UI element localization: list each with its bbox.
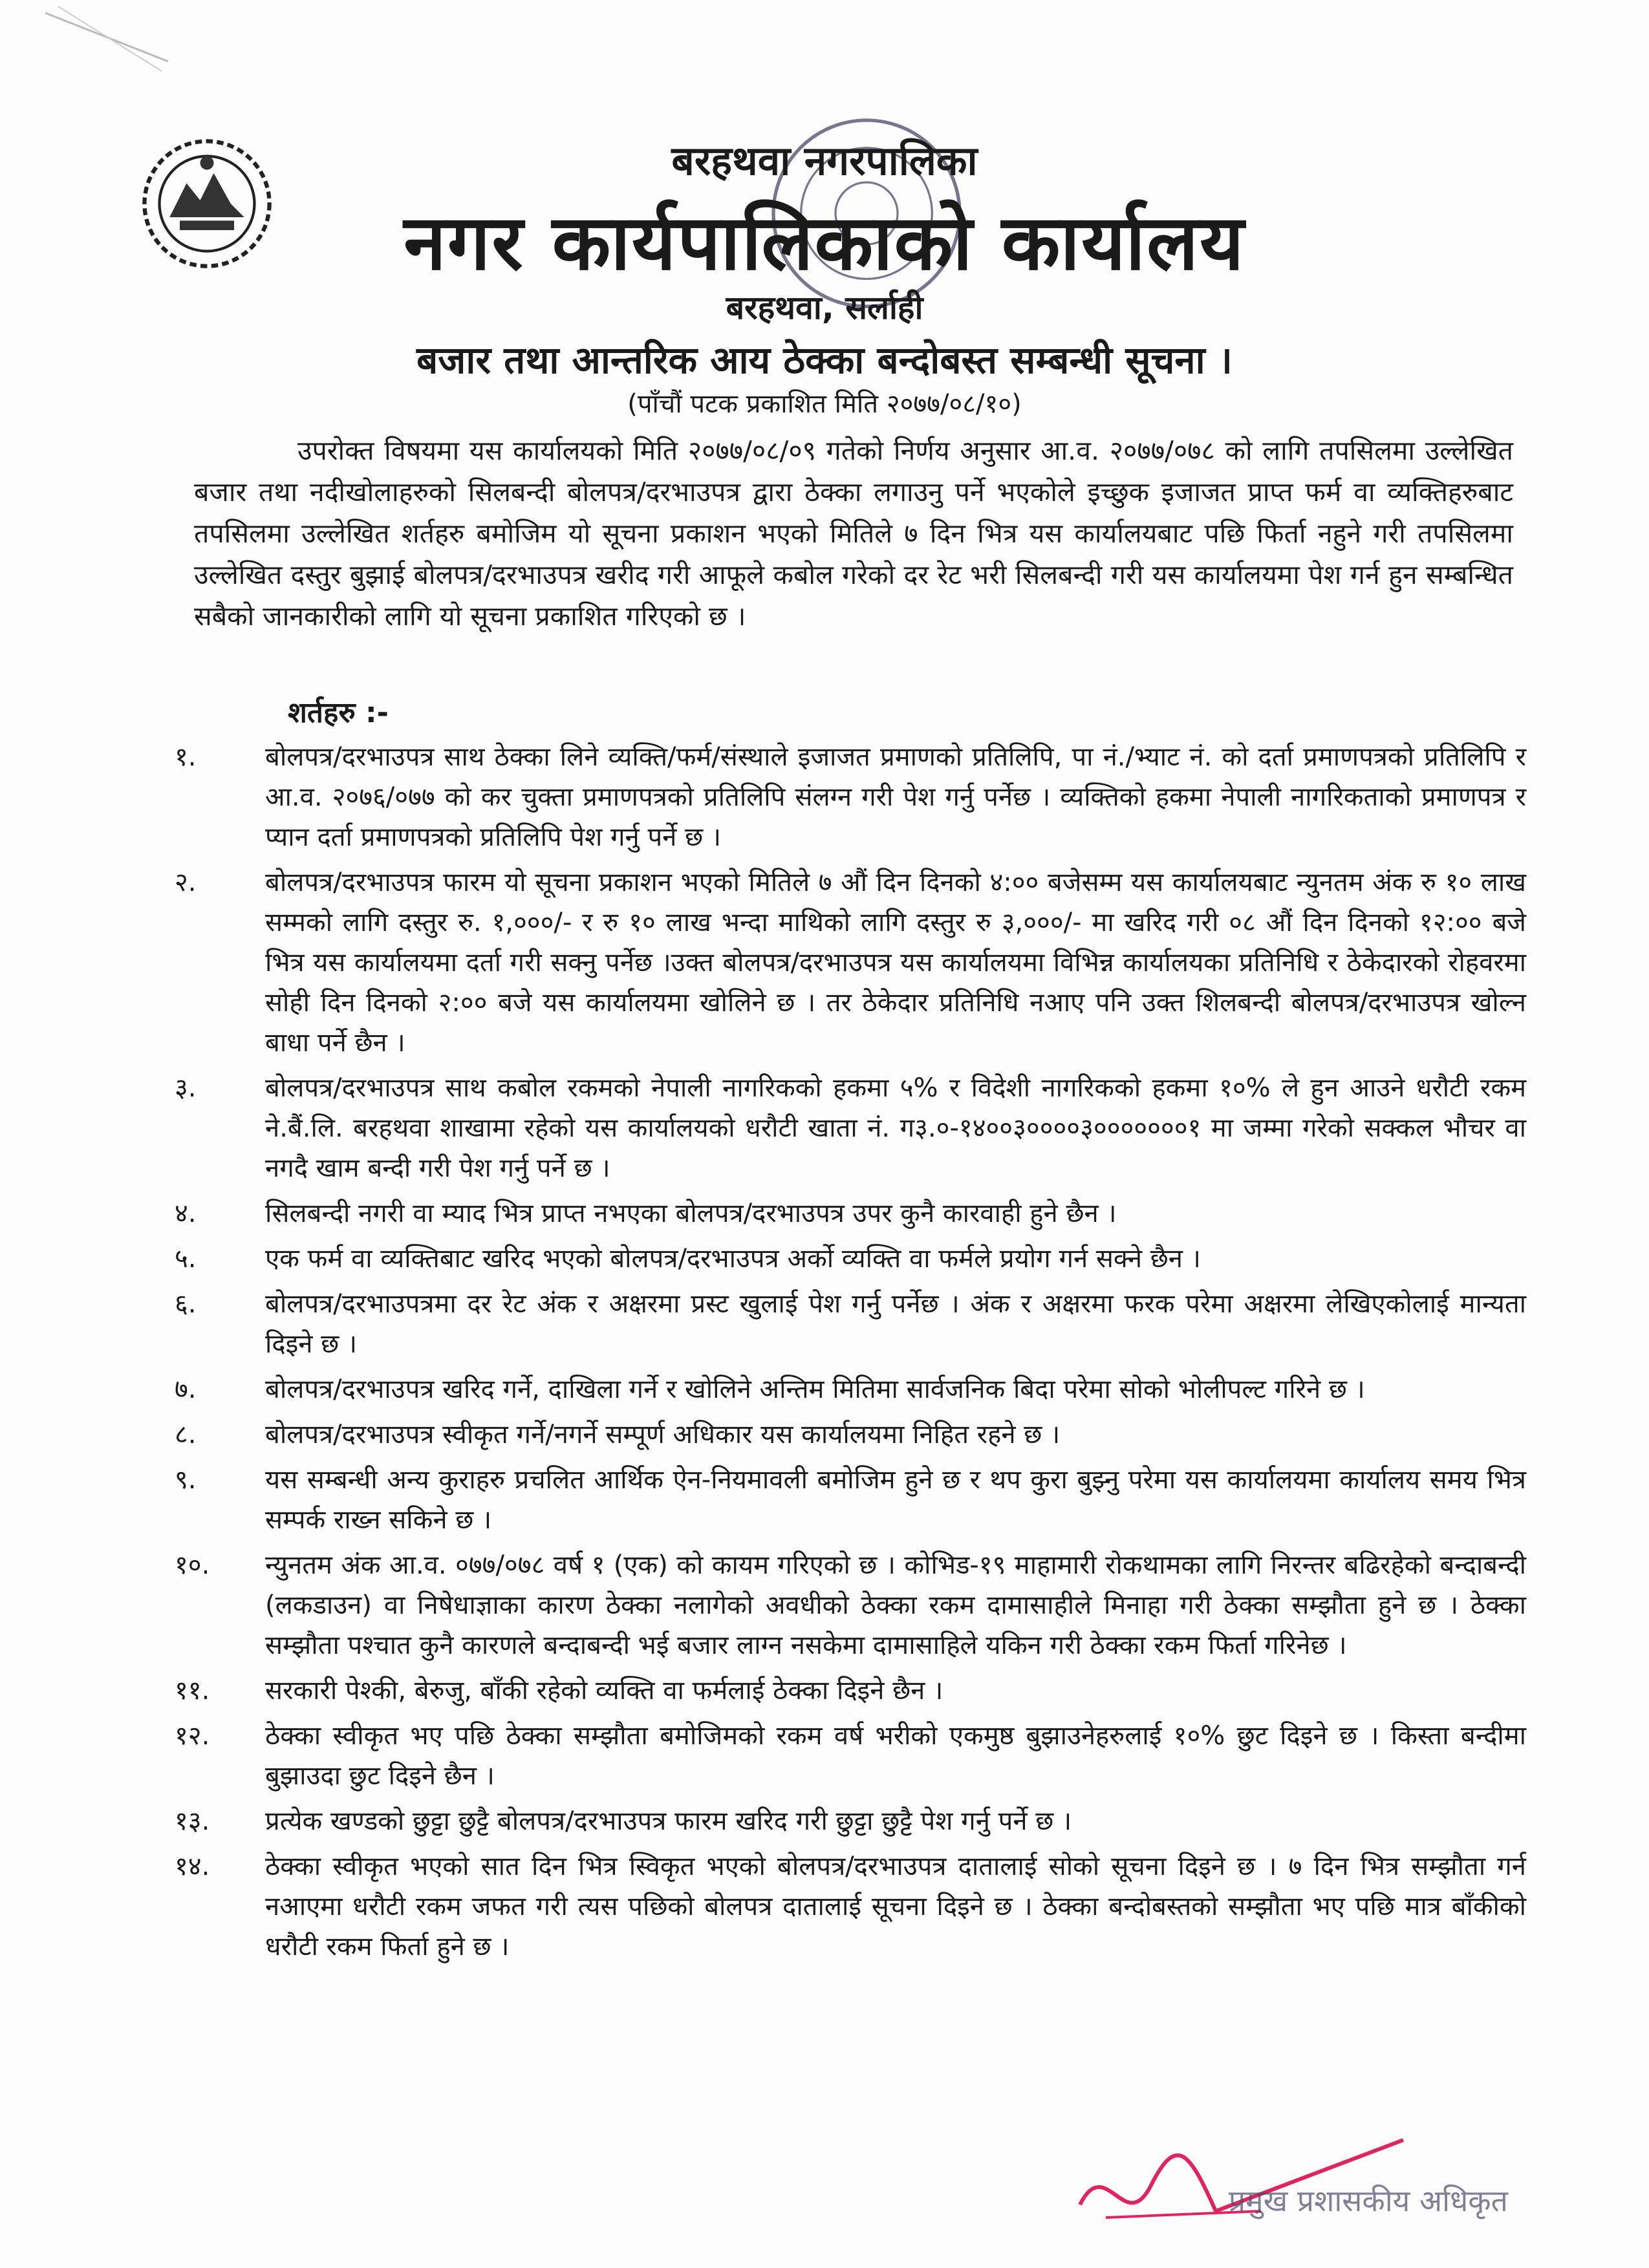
condition-number: १४. <box>175 1852 210 1881</box>
intro-paragraph: उपरोक्त विषयमा यस कार्यालयको मिति २०७७/०८/०९ गतेको निर्णय अनुसार आ.व. २०७७/०७८ को लागि तपसिलमा उल्लेखित बजार तथा नदीखोलाहरुको सिलबन्दी बोलपत्र/दरभाउपत्र द्वारा ठेक्का लगाउनु पर्ने भएकोले इच्छुक इजाजत प्राप्त फर्म वा व्यक्तिहरुबाट तपसिलमा उल्लेखित शर्तहरु बमोजिम यो सूचना प्रकाशन भएको मितिले ७ दिन भित्र यस कार्यालयबाट पछि फिर्ता नहुने गरी तपसिलमा उल्लेखित दस्तुर बुझाई बोलपत्र/दरभाउपत्र खरीद गरी आफूले कबोल गरेको दर रेट भरी सिलबन्दी गरी यस कार्यालयमा पेश गर्न हुन सम्बन्धित सबैको जानकारीको लागि यो सूचना प्रकाशित गरिएको छ । <box>194 435 1513 632</box>
condition-number: ४. <box>175 1199 197 1228</box>
condition-text: सरकारी पेश्की, बेरुजु, बाँकी रहेको व्यक्ति वा फर्मलाई ठेक्का दिइने छैन । <box>265 1676 943 1706</box>
condition-item <box>155 1239 1526 1279</box>
condition-text: प्रत्येक खण्डको छुट्टा छुट्टै बोलपत्र/दरभाउपत्र फारम खरिद गरी छुट्टा छुट्टै पेश गर्नु पर्ने छ । <box>265 1806 1072 1836</box>
condition-item <box>155 737 1526 857</box>
condition-text: एक फर्म वा व्यक्तिबाट खरिद भएको बोलपत्र/दरभाउपत्र अर्को व्यक्ति वा फर्मले प्रयोग गर्न सक्ने छैन । <box>265 1244 1201 1274</box>
condition-text: बोलपत्र/दरभाउपत्र फारम यो सूचना प्रकाशन भएको मितिले ७ औं दिन दिनको ४:०० बजेसम्म यस कार्यालयबाट न्युनतम अंक रु १० लाख सम्मको लागि दस्तुर रु. १,०००/- र रु १० लाख भन्दा माथिको लागि दस्तुर रु ३,०००/- मा खरिद गरी ०८ औं दिन दिनको १२:०० बजे भित्र यस कार्यालयमा दर्ता गरी सक्नु पर्नेछ ।उक्त बोलपत्र/दरभाउपत्र यस कार्यालयमा विभिन्न कार्यालयका प्रतिनिधि र ठेकेदारको रोहवरमा सोही दिन दिनको २:०० बजे यस कार्यालयमा खोलिने छ । तर ठेकेदार प्रतिनिधि नआए पनि उक्त शिलबन्दी बोलपत्र/दरभाउपत्र खोल्न बाधा पर्ने छैन । <box>265 868 1526 1058</box>
condition-number: १२. <box>175 1721 210 1751</box>
condition-text: बोलपत्र/दरभाउपत्र स्वीकृत गर्ने/नगर्ने सम्पूर्ण अधिकार यस कार्यालयमा निहित रहने छ । <box>265 1420 1061 1450</box>
conditions-heading: शर्तहरु :- <box>288 696 389 729</box>
condition-item <box>155 1284 1526 1364</box>
condition-number: ७. <box>175 1375 197 1404</box>
condition-text: बोलपत्र/दरभाउपत्र खरिद गर्ने, दाखिला गर्ने र खोलिने अन्तिम मितिमा सार्वजनिक बिदा परेमा सोको भोलीपल्ट गरिने छ । <box>265 1375 1365 1404</box>
condition-item <box>155 1846 1526 1967</box>
condition-number: २. <box>175 868 197 897</box>
condition-number: ५. <box>175 1244 197 1274</box>
condition-item <box>155 1068 1526 1188</box>
condition-number: १. <box>175 742 197 772</box>
condition-number: १३. <box>175 1806 210 1836</box>
condition-text: यस सम्बन्धी अन्य कुराहरु प्रचलित आर्थिक ऐन-नियमावली बमोजिम हुने छ र थप कुरा बुझ्नु परेमा यस कार्यालयमा कार्यालय समय भित्र सम्पर्क राख्न सकिने छ । <box>265 1465 1526 1535</box>
condition-number: १०. <box>175 1550 210 1580</box>
condition-item <box>155 1369 1526 1409</box>
condition-number: ६. <box>175 1289 197 1319</box>
condition-item <box>155 1545 1526 1665</box>
condition-text: न्युनतम अंक आ.व. ०७७/०७८ वर्ष १ (एक) को कायम गरिएको छ । कोभिड-१९ माहामारी रोकथामका लागि निरन्तर बढिरहेको बन्दाबन्दी (लकडाउन) वा निषेधाज्ञाका कारण ठेक्का नलागेको अवधीको ठेक्का रकम दामासाहीले मिनाहा गरी ठेक्का सम्झौता हुने छ । ठेक्का सम्झौता पश्चात कुनै कारणले बन्दाबन्दी भई बजार लाग्न नसकेमा दामासाहिले यकिन गरी ठेक्का रकम फिर्ता गरिनेछ । <box>265 1550 1526 1660</box>
condition-item <box>155 1193 1526 1234</box>
condition-item <box>155 1415 1526 1455</box>
staple-mark <box>19 0 188 84</box>
office-location: बरहथवा, सर्लाही <box>726 289 923 326</box>
notice-subject: बजार तथा आन्तरिक आय ठेक्का बन्दोबस्त सम्बन्धी सूचना । <box>416 338 1233 382</box>
office-title: नगर कार्यपालिकाको कार्यालय <box>404 198 1245 287</box>
condition-text: सिलबन्दी नगरी वा म्याद भित्र प्राप्त नभएका बोलपत्र/दरभाउपत्र उपर कुनै कारवाही हुने छैन । <box>265 1199 1117 1228</box>
condition-number: ३. <box>175 1073 197 1103</box>
publication-date: (पाँचौं पटक प्रकाशित मिति २०७७/०८/१०) <box>627 389 1022 419</box>
condition-item <box>155 862 1526 1063</box>
condition-item <box>155 1460 1526 1540</box>
condition-text: बोलपत्र/दरभाउपत्रमा दर रेट अंक र अक्षरमा प्रस्ट खुलाई पेश गर्नु पर्नेछ । अंक र अक्षरमा फरक परेमा अक्षरमा लेखिएकोलाई मान्यता दिइने छ । <box>265 1289 1526 1359</box>
officer-signature <box>1067 2114 1533 2243</box>
officer-stamp-text: प्रमुख प्रशासकीय अधिकृत <box>1229 2183 1508 2218</box>
condition-text: बोलपत्र/दरभाउपत्र साथ कबोल रकमको नेपाली नागरिकको हकमा ५% र विदेशी नागरिकको हकमा १०% ले हुन आउने धरौटी रकम ने.बैं.लि. बरहथवा शाखामा रहेको यस कार्यालयको धरौटी खाता नं. ग३.०-१४००३००००३०००००००१ मा जम्मा गरेको सक्कल भौचर वा नगदै खाम बन्दी गरी पेश गर्नु पर्ने छ । <box>265 1073 1526 1183</box>
condition-text: बोलपत्र/दरभाउपत्र साथ ठेक्का लिने व्यक्ति/फर्म/संस्थाले इजाजत प्रमाणको प्रतिलिपि, पा नं./भ्याट नं. को दर्ता प्रमाणपत्रको प्रतिलिपि र आ.व. २०७६/०७७ को कर चुक्ता प्रमाणपत्रको प्रतिलिपि संलग्न गरी पेश गर्नु पर्नेछ । व्यक्तिको हकमा नेपाली नागरिकताको प्रमाणपत्र र प्यान दर्ता प्रमाणपत्रको प्रतिलिपि पेश गर्नु पर्ने छ । <box>265 742 1526 852</box>
condition-text: ठेक्का स्वीकृत भए पछि ठेक्का सम्झौता बमोजिमको रकम वर्ष भरीको एकमुष्ठ बुझाउनेहरुलाई १०% छुट दिइने छ । किस्ता बन्दीमा बुझाउदा छुट दिइने छैन । <box>265 1721 1526 1791</box>
condition-number: ९. <box>175 1465 197 1495</box>
conditions-list <box>155 737 1526 1972</box>
condition-number: ११. <box>175 1676 210 1706</box>
condition-item <box>155 1716 1526 1796</box>
condition-number: ८. <box>175 1420 197 1450</box>
condition-item <box>155 1801 1526 1841</box>
condition-item <box>155 1671 1526 1711</box>
municipality-name: बरहथवा नगरपालिका <box>671 137 978 184</box>
condition-text: ठेक्का स्वीकृत भएको सात दिन भित्र स्विकृत भएको बोलपत्र/दरभाउपत्र दातालाई सोको सूचना दिइने छ । ७ दिन भित्र सम्झौता गर्न नआएमा धरौटी रकम जफत गरी त्यस पछिको बोलपत्र दातालाई सूचना दिइने छ । ठेक्का बन्दोबस्तको सम्झौता भए पछि मात्र बाँकीको धरौटी रकम फिर्ता हुने छ । <box>265 1852 1526 1962</box>
